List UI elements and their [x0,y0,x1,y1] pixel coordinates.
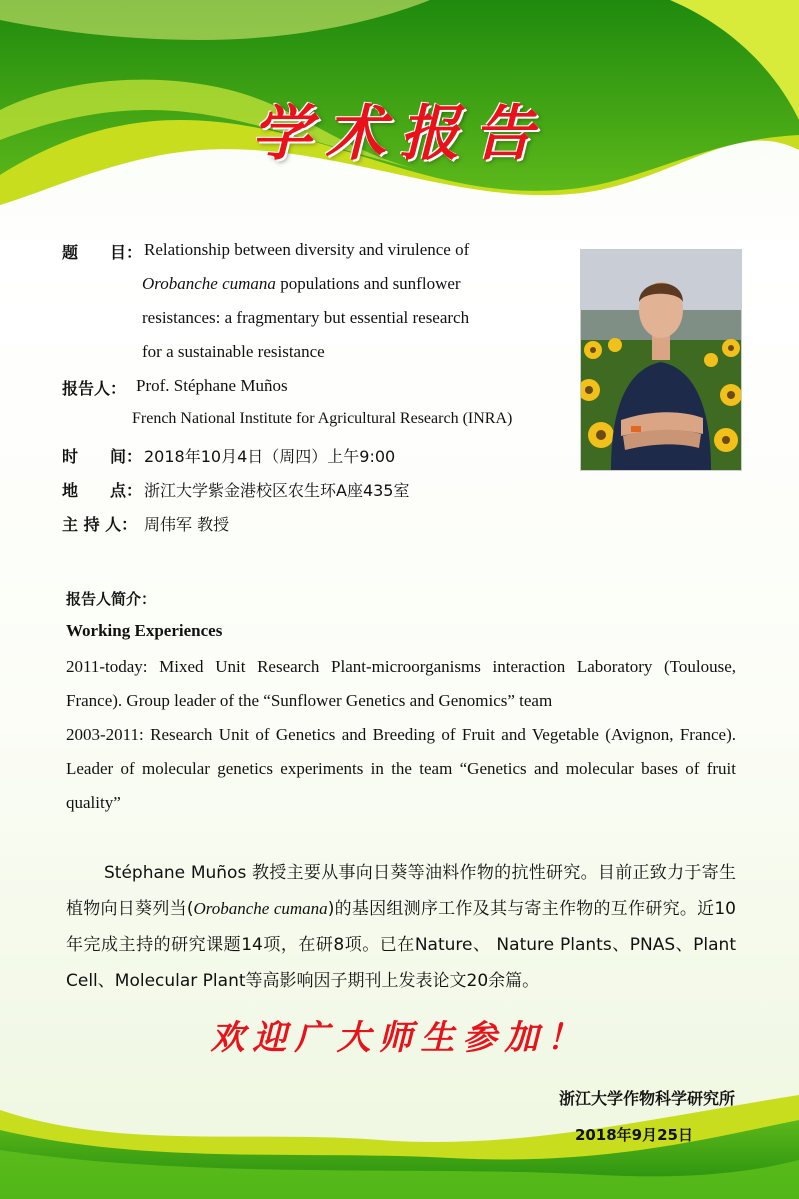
host-label: 主 持 人： [62,515,138,534]
page-title: 学术报告 [251,99,548,169]
bio-chinese-paragraph [66,855,736,999]
topic-species: Orobanche cumana [142,274,276,293]
topic-label: 题 目： [62,243,143,262]
topic-line-2-rest: populations and sunflower [275,274,461,293]
topic-line-4: for a sustainable resistance [142,342,325,361]
work-heading: Working Experiences [66,621,223,640]
issue-date: 2018年9月25日 [574,1126,693,1144]
welcome-text: 欢迎广大师生参加！ [210,1018,589,1058]
work-experience-2: 2003-2011: Research Unit of Genetics and Breeding of Fruit and Vegetable (Avignon, France). Leader of molecular genetics experiments in the team “Genetics and molecular bases of fruit quality” [66,725,736,812]
speaker-affiliation: French National Institute for Agricultural Research (INRA) [132,410,513,427]
topic-line-2 [142,274,461,294]
bio-heading: 报告人简介： [66,590,157,608]
organizer: 浙江大学作物科学研究所 [558,1089,735,1108]
bio-cn-species: Orobanche cumana [193,899,328,918]
host-value: 周伟军 教授 [144,515,230,534]
work-experience-1: 2011-today: Mixed Unit Research Plant-microorganisms interaction Laboratory (Toulouse, France). Group leader of the “Sunflower Genetics and Genomics” team [66,657,736,710]
time-value: 2018年10月4日（周四）上午9:00 [144,447,396,466]
bio-cn-part-1: Stéphane Muños 教授主要从事向日葵等油料作物的抗性研究。目前正致力于寄生植物向日葵列当( [66,863,736,919]
time-label: 时 间： [62,447,143,466]
bio-cn-part-2: )的基因组测序工作及其与寄主作物的互作研究。近10年完成主持的研究课题14项，在研8项。已在Nature、 Nature Plants、PNAS、Plant Cell、Molecular Plant等高影响因子期刊上发表论文20余篇。 [66,899,737,991]
place-label: 地 点： [62,481,143,500]
place-value: 浙江大学紫金港校区农生环A座435室 [144,481,410,500]
topic-line-1: Relationship between diversity and virulence of [144,240,470,259]
topic-line-3: resistances: a fragmentary but essential research [142,308,470,327]
speaker-name: Prof. Stéphane Muños [136,376,288,395]
speaker-photo [580,249,742,471]
speaker-label: 报告人： [62,379,127,398]
